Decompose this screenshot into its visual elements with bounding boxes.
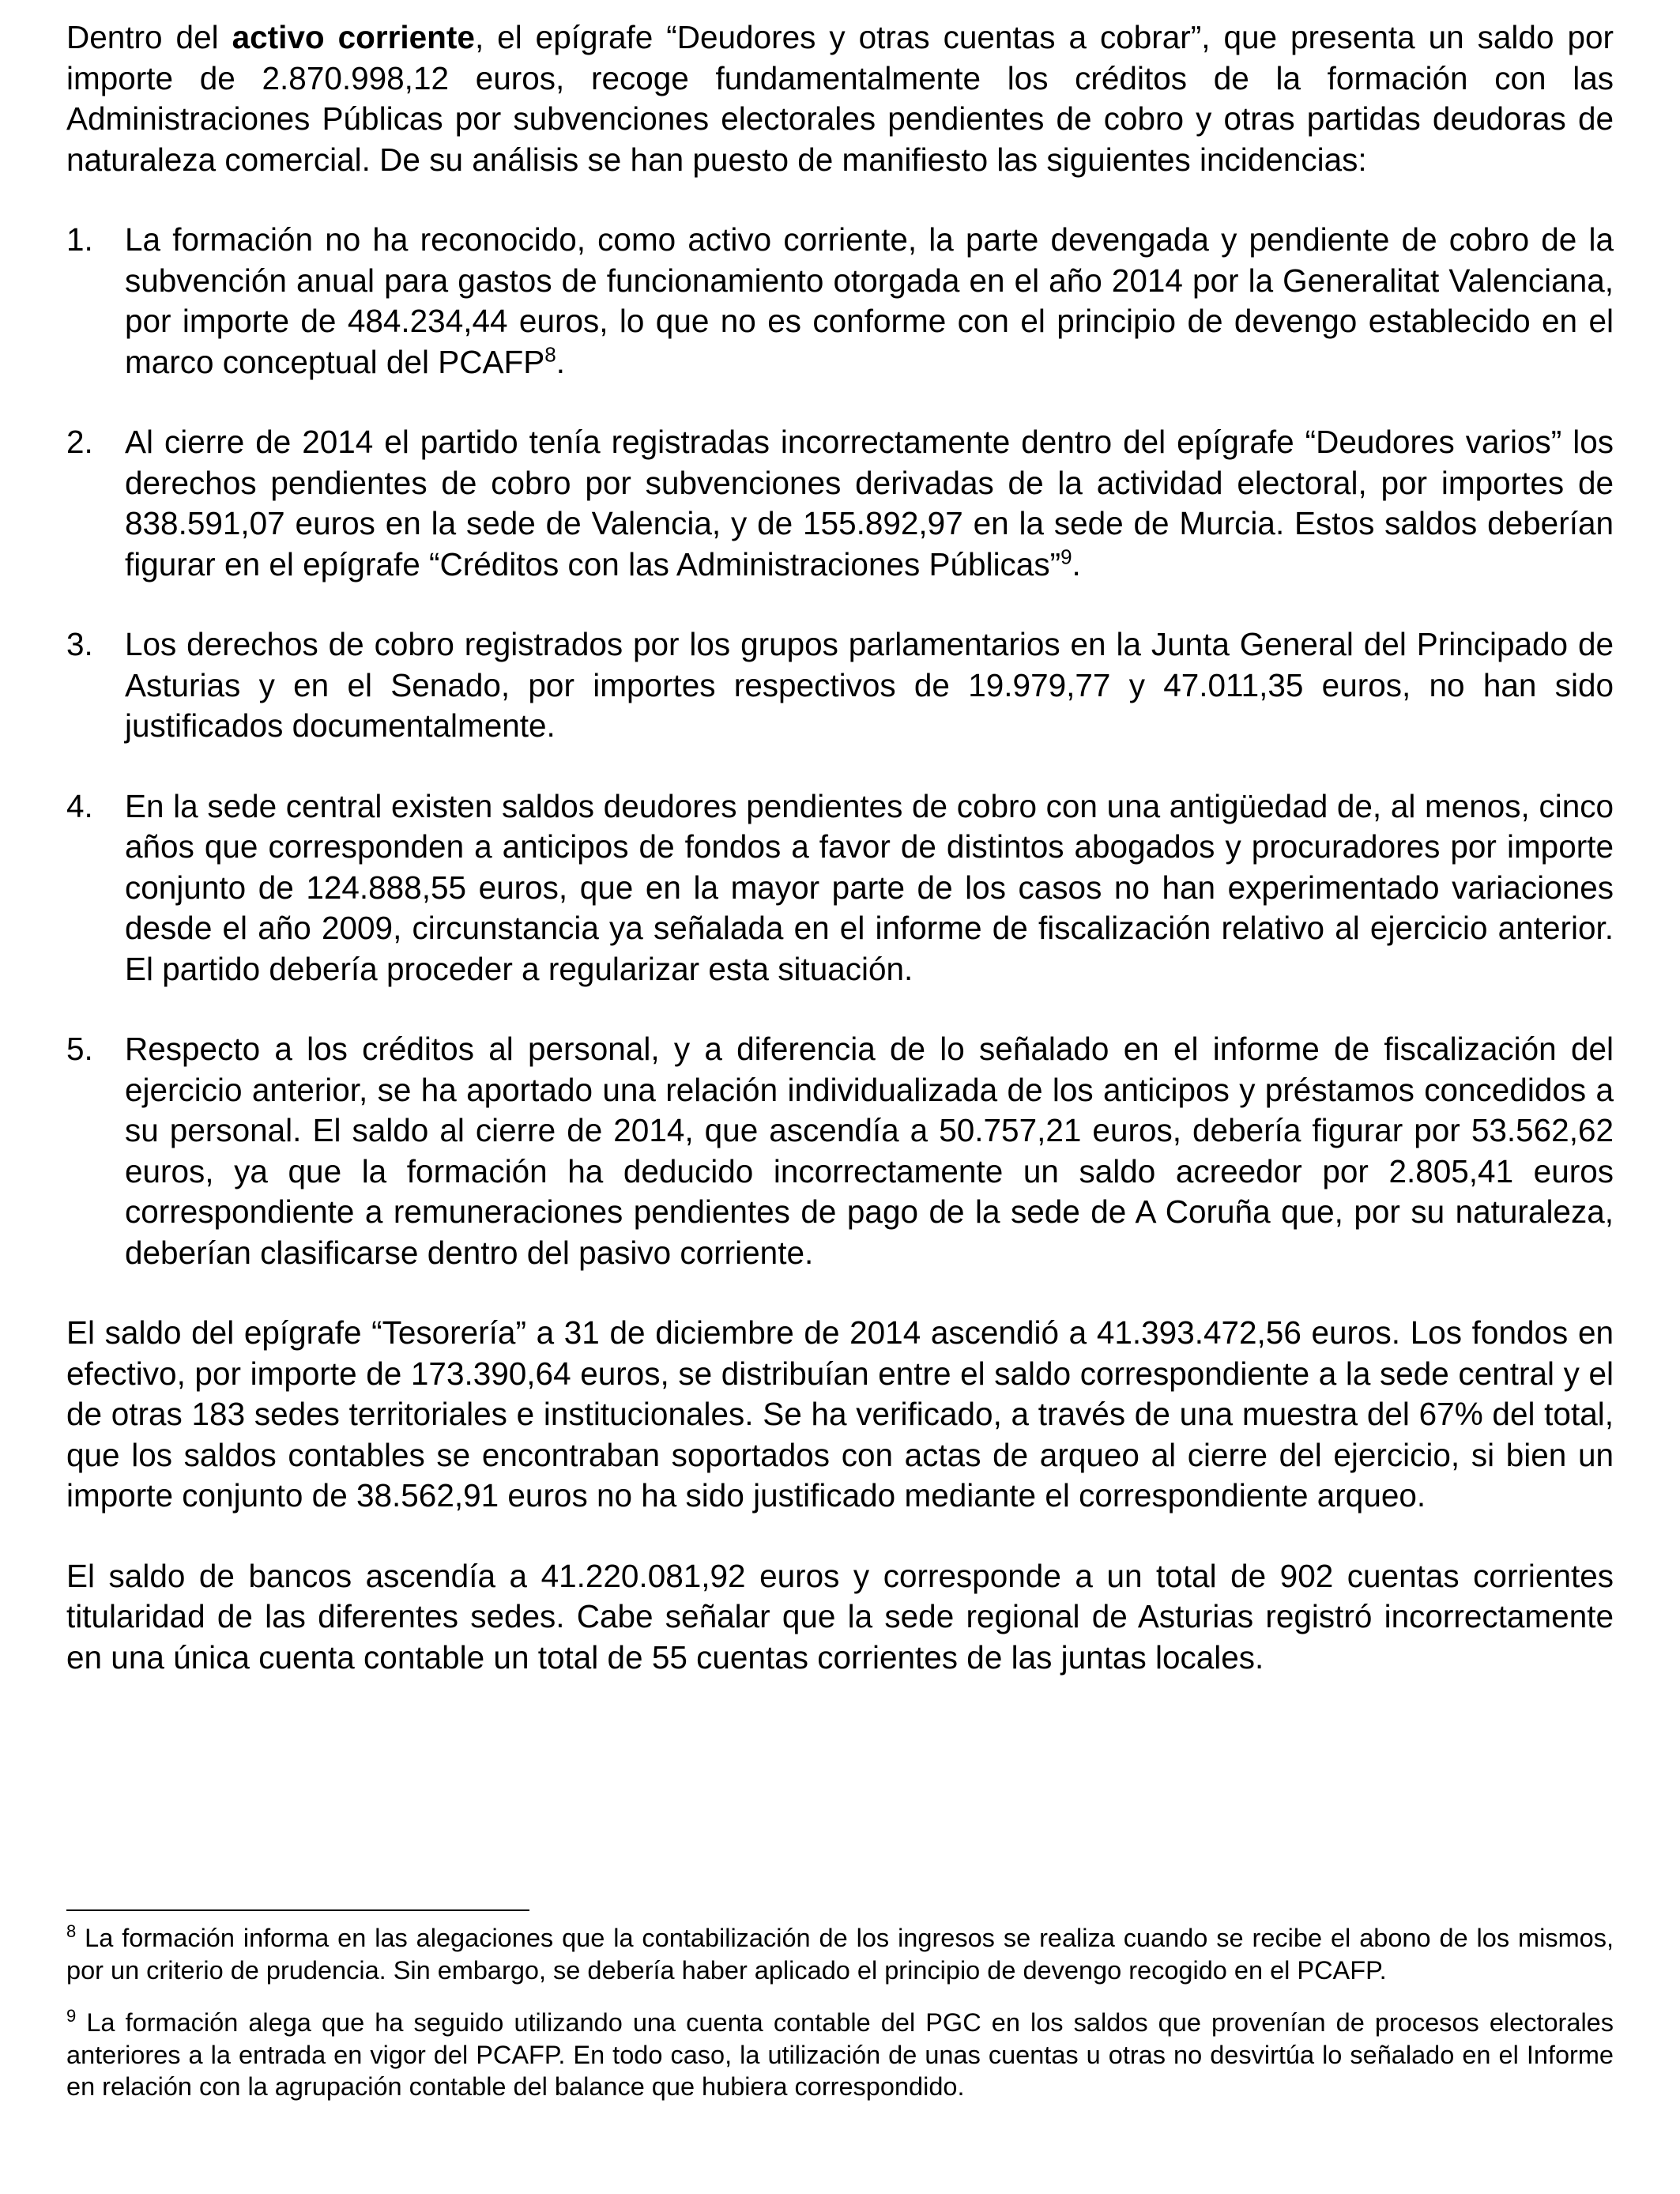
bancos-paragraph: El saldo de bancos ascendía a 41.220.081,92 euros y corresponde a un total de 902 cuentas corrientes titularidad de las diferentes sedes. Cabe señalar que la sede regional de Asturias registró incorrectamente en una única cuenta contable un total de 55 cuentas corrientes de las juntas locales. <box>66 1557 1614 1676</box>
list-item-tail: . <box>556 343 565 380</box>
footnote-8 <box>66 1922 1614 1986</box>
list-item-5 <box>66 1029 1614 1273</box>
list-item-text: En la sede central existen saldos deudores pendientes de cobro con una antigüedad de, al menos, cinco años que corresponden a anticipos de fondos a favor de distintos abogados y procuradores por importe conjunto de 124.888,55 euros, que en la mayor parte de los casos no han experimentado variaciones desde el año 2009, circunstancia ya señalada en el informe de fiscalización relativo al ejercicio anterior. El partido debería proceder a regularizar esta situación. <box>125 787 1614 987</box>
intro-paragraph <box>66 17 1614 180</box>
list-item-number: 5. <box>66 1031 93 1067</box>
footnote-mark: 9 <box>66 2006 77 2026</box>
intro-bold-term: activo corriente <box>232 19 475 55</box>
list-item-number: 2. <box>66 424 93 460</box>
list-item-4 <box>66 786 1614 990</box>
footnote-mark: 8 <box>66 1921 77 1942</box>
list-item-number: 1. <box>66 221 93 258</box>
list-item-text <box>125 422 1614 585</box>
incidencias-list <box>66 220 1614 1273</box>
footnote-9 <box>66 2007 1614 2103</box>
footnote-text: La formación informa en las alegaciones que la contabilización de los ingresos se realiza cuando se recibe el abono de los mismos, por un criterio de prudencia. Sin embargo, se debería haber aplicado el principio de devengo recogido en el PCAFP. <box>66 1924 1614 1985</box>
list-item-text <box>125 220 1614 383</box>
footnotes <box>66 1922 1614 2124</box>
list-item-2 <box>66 422 1614 585</box>
footnote-ref-9[interactable]: 9 <box>1060 545 1072 568</box>
intro-text-start: Dentro del <box>66 19 232 55</box>
list-item-text: Respecto a los créditos al personal, y a diferencia de lo señalado en el informe de fiscalización del ejercicio anterior, se ha aportado una relación individualizada de los anticipos y préstamos concedidos a su personal. El saldo al cierre de 2014, que ascendía a 50.757,21 euros, debería figurar por 53.562,62 euros, ya que la formación ha deducido incorrectamente un saldo acreedor por 2.805,41 euros correspondiente a remuneraciones pendientes de pago de la sede de A Coruña que, por su naturaleza, deberían clasificarse dentro del pasivo corriente. <box>125 1031 1614 1271</box>
list-item-tail: . <box>1072 545 1081 582</box>
list-item-body: Al cierre de 2014 el partido tenía registradas incorrectamente dentro del epígrafe “Deudores varios” los derechos pendientes de cobro por subvenciones derivadas de la actividad electoral, por importes de 838.591,07 euros en la sede de Valencia, y de 155.892,97 en la sede de Murcia. Estos saldos deberían figurar en el epígrafe “Créditos con las Administraciones Públicas” <box>125 424 1614 582</box>
document-body <box>66 17 1614 1717</box>
list-item-number: 3. <box>66 626 93 662</box>
list-item-text: Los derechos de cobro registrados por los grupos parlamentarios en la Junta General del Principado de Asturias y en el Senado, por importes respectivos de 19.979,77 y 47.011,35 euros, no han sido justificados documentalmente. <box>125 626 1614 744</box>
footnote-text: La formación alega que ha seguido utilizando una cuenta contable del PGC en los saldos que provenían de procesos electorales anteriores a la entrada en vigor del PCAFP. En todo caso, la utilización de unas cuentas u otras no desvirtúa lo señalado en el Informe en relación con la agrupación contable del balance que hubiera correspondido. <box>66 2008 1614 2101</box>
list-item-1 <box>66 220 1614 383</box>
footnote-ref-8[interactable]: 8 <box>544 342 556 366</box>
footnote-separator <box>66 1909 529 1911</box>
list-item-body: La formación no ha reconocido, como activo corriente, la parte devengada y pendiente de cobro de la subvención anual para gastos de funcionamiento otorgada en el año 2014 por la Generalitat Valenciana, por importe de 484.234,44 euros, lo que no es conforme con el principio de devengo establecido en el marco conceptual del PCAFP <box>125 221 1614 380</box>
tesoreria-paragraph: El saldo del epígrafe “Tesorería” a 31 de diciembre de 2014 ascendió a 41.393.472,56 euros. Los fondos en efectivo, por importe de 173.390,64 euros, se distribuían entre el saldo correspondiente a la sede central y el de otras 183 sedes territoriales e institucionales. Se ha verificado, a través de una muestra del 67% del total, que los saldos contables se encontraban soportados con actas de arqueo al cierre del ejercicio, si bien un importe conjunto de 38.562,91 euros no ha sido justificado mediante el correspondiente arqueo. <box>66 1314 1614 1514</box>
list-item-number: 4. <box>66 787 93 824</box>
list-item-3 <box>66 624 1614 747</box>
intro-text-end: , el epígrafe “Deudores y otras cuentas a cobrar”, que presenta un saldo por importe de 2.870.998,12 euros, recoge fundamentalmente los créditos de la formación con las Administraciones Públicas por subvenciones electorales pendientes de cobro y otras partidas deudoras de naturaleza comercial. De su análisis se han puesto de manifiesto las siguientes incidencias: <box>66 19 1614 178</box>
